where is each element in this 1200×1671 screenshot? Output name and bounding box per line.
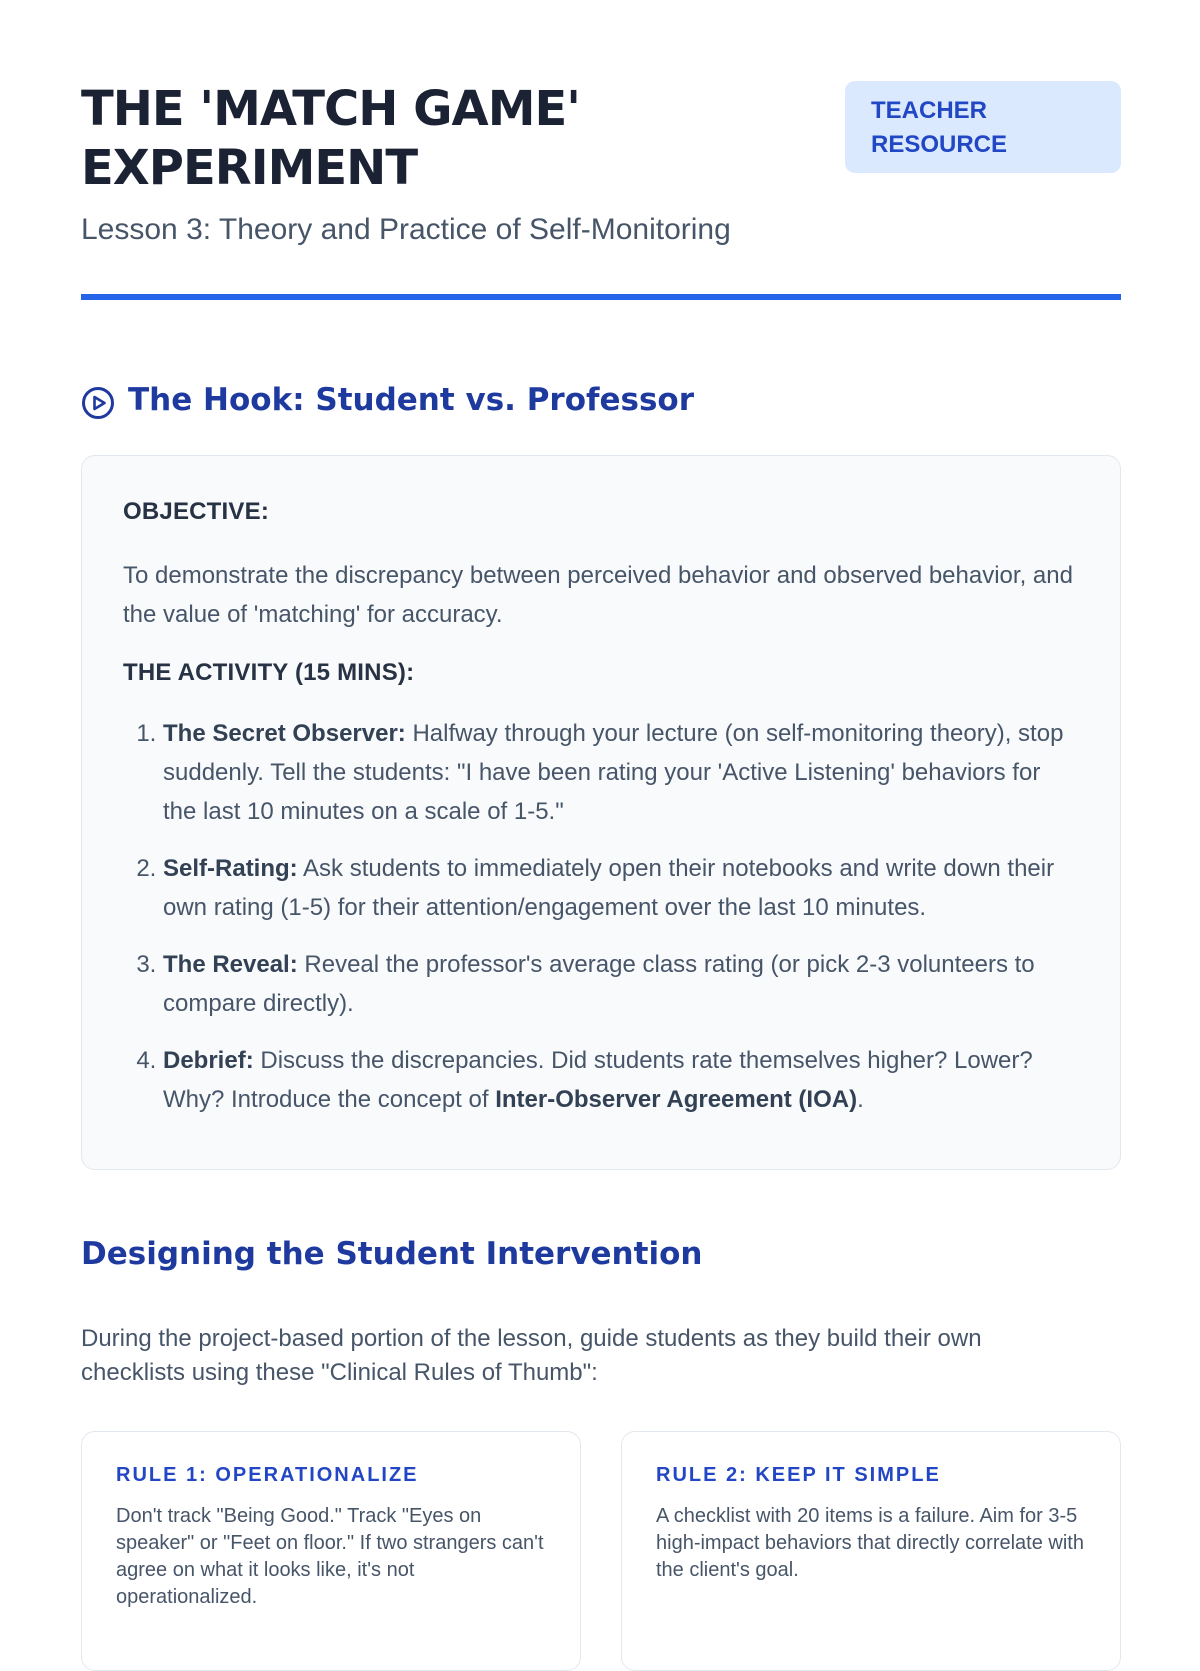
header-divider [81,294,1121,300]
activity-step [163,849,1080,927]
page [81,0,1121,1608]
objective-label: OBJECTIVE: [123,498,270,525]
step-text-end: . [857,1086,864,1113]
play-circle-icon [81,386,115,420]
badge-line-1: TEACHER [871,97,988,124]
step-title: The Reveal: [163,951,298,978]
hook-heading: The Hook: Student vs. Professor [128,382,695,418]
rule-title: RULE 1: OPERATIONALIZE [116,1464,419,1486]
title-line-1: THE 'MATCH GAME' [81,81,580,137]
teacher-resource-badge [845,81,1121,173]
badge-line-2: RESOURCE [871,131,1008,158]
step-text: Discuss the discrepancies. Did students rate themselves higher? Lower? Why? Introduce the concept of [163,1047,1033,1113]
rule-card-keep-simple [621,1431,1121,1671]
rule-card-operationalize [81,1431,581,1671]
step-text: Halfway through your lecture (on self-monitoring theory), stop suddenly. Tell the students: "I have been rating your 'Active Listening' behaviors for the last 10 minutes on a scale of 1-5." [163,720,1064,825]
step-text: Reveal the professor's average class rating (or pick 2-3 volunteers to compare directly). [163,951,1035,1017]
rule-title: RULE 2: KEEP IT SIMPLE [656,1464,941,1486]
design-intro: During the project-based portion of the lesson, guide students as they build their own checklists using these "Clinical Rules of Thumb": [81,1325,982,1386]
step-title: Self-Rating: [163,855,298,882]
activity-label: THE ACTIVITY (15 MINS): [123,659,415,686]
rule-body: A checklist with 20 items is a failure. Aim for 3-5 high-impact behaviors that directly correlate with the client's goal. [656,1505,1084,1581]
hook-card [81,455,1121,1170]
title-line-2: EXPERIMENT [81,140,418,196]
step-text: Ask students to immediately open their notebooks and write down their own rating (1-5) for their attention/engagement over the last 10 minutes. [163,855,1055,921]
rule-body: Don't track "Being Good." Track "Eyes on speaker" or "Feet on floor." If two strangers can't agree on what it looks like, it's not operationalized. [116,1505,544,1608]
page-subtitle: Lesson 3: Theory and Practice of Self-Monitoring [81,213,731,246]
activity-step [163,945,1080,1023]
activity-step [163,714,1080,831]
design-heading: Designing the Student Intervention [81,1236,703,1272]
header [81,0,1121,300]
activity-steps [123,714,1080,1119]
step-title: The Secret Observer: [163,720,406,747]
activity-step [163,1041,1080,1119]
ioa-term: Inter-Observer Agreement (IOA) [495,1086,858,1113]
page-title [81,80,781,198]
step-title: Debrief: [163,1047,254,1074]
objective-text: To demonstrate the discrepancy between perceived behavior and observed behavior, and the value of 'matching' for accuracy. [123,562,1073,628]
